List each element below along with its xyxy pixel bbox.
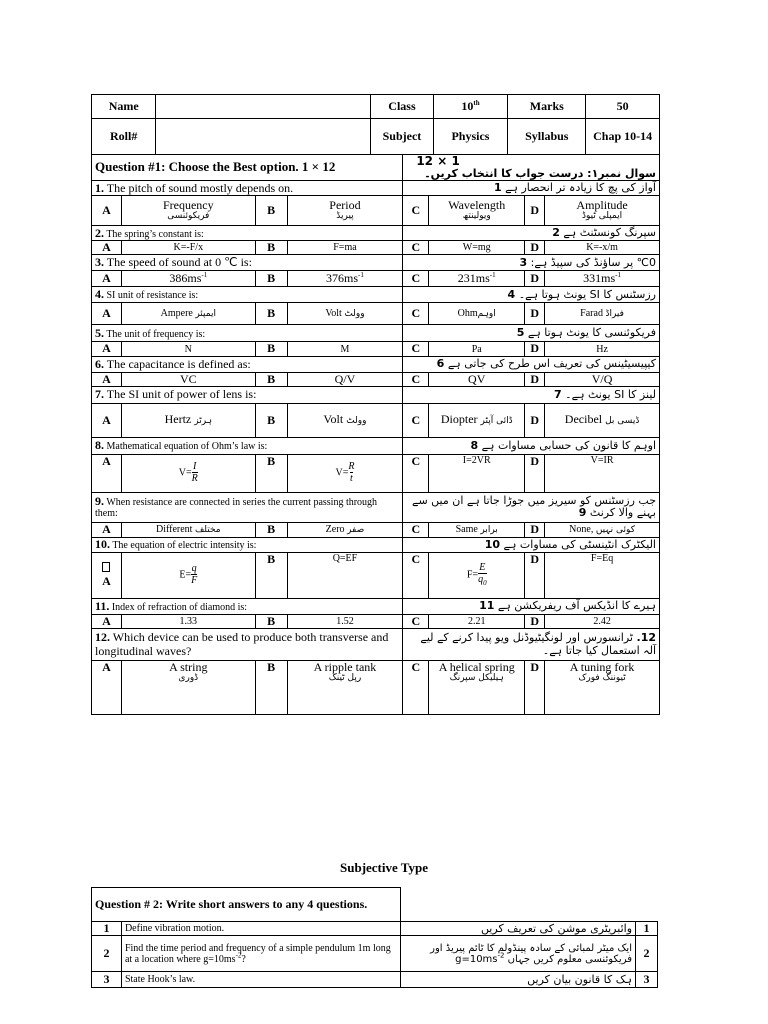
option-b[interactable]: Zero صفر [287,522,403,537]
option-b[interactable]: A ripple tank رپل ٹینک [287,661,403,715]
sq-urdu-1: وائبریٹری موشن کی تعریف کریں [401,922,636,936]
sq-num-3: 3 [92,972,122,988]
sq-num-urdu-2: 2 [636,936,658,972]
option-letter-b: B [255,661,287,715]
option-letter-b: B [255,372,287,386]
option-d[interactable]: None, کوئی نہیں [545,522,660,537]
option-letter-c: C [403,661,429,715]
mcq-urdu-8: اوہم کا قانون کی حسابی مساوات ہے 8 [403,437,660,454]
option-a[interactable]: Ampere ایمپئر [121,303,255,325]
mcq-urdu-1: آواز کی پچ کا زیادہ تر انحصار ہے 1 [403,181,660,196]
option-letter-c: C [403,403,429,437]
q1-title: Question #1: Choose the Best option. 1 × 12 [92,155,403,181]
option-letter-c: C [403,303,429,325]
mcq-urdu-2: سپرنگ کونسٹنٹ ہے 2 [403,226,660,241]
option-letter-a: A [92,342,122,356]
option-letter-d: D [525,522,545,537]
option-letter-d: D [525,342,545,356]
option-c[interactable]: Diopter ڈائی آپٹر [429,403,525,437]
option-b[interactable]: Q/V [287,372,403,386]
mcq-question-5: 5. The unit of frequency is: [92,325,403,342]
mcq-question-12: 12. Which device can be used to produce both transverse and longitudinal waves? [92,629,403,661]
sq-num-2: 2 [92,936,122,972]
option-d[interactable]: Farad فیراڈ [545,303,660,325]
q2-title-blank [401,888,658,922]
option-d[interactable]: $331ms^{-1}$ [545,271,660,287]
option-letter-d: D [525,552,545,598]
mcq-urdu-7: لینز کا SI یونٹ ہے۔ 7 [403,386,660,403]
option-c[interactable]: Pa [429,342,525,356]
q1-urdu-title: 12 × 1 سوال نمبر۱: درست جواب کا انتخاب کریں۔ [403,155,660,181]
option-d[interactable]: V=IR [545,454,660,492]
mcq-urdu-3: 0℃ پر ساؤنڈ کی سپیڈ ہے: 3 [403,255,660,271]
roll-field[interactable] [156,119,371,155]
option-a[interactable]: Hertz ہرٹز [121,403,255,437]
mcq-urdu-9: جب رزسٹنس کو سیریز میں جوڑا جاتا ہے ان میں سے بہنے والا کرنٹ 9 [403,492,660,522]
option-a[interactable]: Frequency فریکوئنسی [121,196,255,226]
mcq-question-2: 2. The spring’s constant is: [92,226,403,241]
option-letter-a: A [92,372,122,386]
name-field[interactable] [156,95,371,119]
option-letter-c: C [403,271,429,287]
option-c[interactable]: Same برابر [429,522,525,537]
option-b[interactable]: V= $\frac{R}{t}$ [287,454,403,492]
option-b[interactable]: Volt وولٹ [287,303,403,325]
option-letter-a: A [92,271,122,287]
option-d[interactable]: K=-x/m [545,241,660,255]
option-letter-b: B [255,454,287,492]
q2-title: Question # 2: Write short answers to any 4 questions. [92,888,401,922]
option-letter-d: D [525,614,545,628]
mcq-question-1: 1. The pitch of sound mostly depends on. [92,181,403,196]
mcq-question-11: 11. Index of refraction of diamond is: [92,598,403,614]
option-letter-c: C [403,241,429,255]
marks-value: 50 [586,95,660,119]
option-c[interactable]: I=2VR [429,454,525,492]
mcq-table [91,154,660,715]
option-d[interactable]: A tuning fork ٹیوننگ فورک [545,661,660,715]
header-table [91,94,660,155]
option-d[interactable]: F=Eq [545,552,660,598]
class-value: 10th [433,95,508,119]
option-b[interactable]: M [287,342,403,356]
option-letter-a: A [92,403,122,437]
option-b[interactable]: Period پیریڈ [287,196,403,226]
option-a[interactable]: $386ms^{-1}$ [121,271,255,287]
mcq-question-8: 8. Mathematical equation of Ohm’s law is: [92,437,403,454]
mcq-urdu-12: 12. ٹرانسورس اور لونگیٹیوڈنل ویو پیدا کرنے کے لیے آلہ استعمال کیا جاتا ہے۔ [403,629,660,661]
sq-text-3: State Hook’s law. [121,972,400,988]
option-letter-d: D [525,372,545,386]
option-letter-c: C [403,522,429,537]
mcq-question-9: 9. When resistance are connected in series the current passing through them: [92,492,403,522]
option-letter-c: C [403,372,429,386]
sq-num-1: 1 [92,922,122,936]
option-a[interactable]: N [121,342,255,356]
name-label: Name [92,95,156,119]
option-letter-d: D [525,271,545,287]
option-letter-a: A [92,552,122,598]
class-label: Class [371,95,433,119]
option-a[interactable]: Different مختلف [121,522,255,537]
option-letter-c: C [403,614,429,628]
option-letter-b: B [255,271,287,287]
option-letter-a: A [92,241,122,255]
mcq-question-4: 4. SI unit of resistance is: [92,287,403,303]
option-d[interactable]: Decibel ڈیسی بل [545,403,660,437]
option-letter-d: D [525,303,545,325]
option-letter-d: D [525,661,545,715]
option-d[interactable]: V/Q [545,372,660,386]
option-letter-b: B [255,522,287,537]
option-a[interactable]: A string ڈوری [121,661,255,715]
option-letter-b: B [255,241,287,255]
sq-num-urdu-1: 1 [636,922,658,936]
roll-label: Roll# [92,119,156,155]
subjective-heading: Subjective Type [340,860,428,875]
mcq-question-6: 6. The capacitance is defined as: [92,356,403,372]
mcq-question-7: 7. The SI unit of power of lens is: [92,386,403,403]
option-letter-a: A [92,522,122,537]
option-b[interactable]: Q=EF [287,552,403,598]
option-letter-d: D [525,196,545,226]
option-b[interactable]: Volt وولٹ [287,403,403,437]
mcq-question-3: 3. The speed of sound at 0 ℃ is: [92,255,403,271]
sq-text-2: Find the time period and frequency of a simple pendulum 1m long at a location where $g=10ms^{-2}$? [121,936,400,972]
option-c[interactable]: $231ms^{-1}$ [429,271,525,287]
mcq-urdu-5: فریکوئنسی کا یونٹ ہوتا ہے 5 [403,325,660,342]
option-a[interactable]: V= $\frac{I}{R}$ [121,454,255,492]
subject-label: Subject [371,119,433,155]
option-c[interactable]: Ohmاوہم [429,303,525,325]
option-c[interactable]: Wavelength ویولینتھ [429,196,525,226]
mcq-question-10: 10. The equation of electric intensity is: [92,537,403,552]
option-a[interactable]: K=-F/x [121,241,255,255]
option-letter-c: C [403,342,429,356]
option-letter-a: A [92,196,122,226]
option-letter-c: C [403,454,429,492]
option-letter-b: B [255,614,287,628]
option-letter-b: B [255,196,287,226]
mcq-urdu-11: ہیرے کا انڈیکس آف ریفریکشن ہے 11 [403,598,660,614]
option-letter-b: B [255,552,287,598]
option-letter-b: B [255,342,287,356]
option-letter-a: A [92,454,122,492]
option-d[interactable]: 2.42 [545,614,660,628]
syllabus-label: Syllabus [508,119,586,155]
marks-label: Marks [508,95,586,119]
option-letter-a: A [92,614,122,628]
mcq-urdu-10: الیکٹرک انٹینسٹی کی مساوات ہے 10 [403,537,660,552]
syllabus-value: Chap 10-14 [586,119,660,155]
option-c[interactable]: W=mg [429,241,525,255]
option-c[interactable]: A helical spring ہیلیکل سپرنگ [429,661,525,715]
option-d[interactable]: Amplitude ایمپلی ٹیوڈ [545,196,660,226]
option-letter-c: C [403,552,429,598]
sq-text-1: Define vibration motion. [121,922,400,936]
option-d[interactable]: Hz [545,342,660,356]
sq-urdu-3: ہک کا قانون بیان کریں [401,972,636,988]
option-c[interactable]: 2.21 [429,614,525,628]
option-letter-c: C [403,196,429,226]
option-letter-d: D [525,403,545,437]
option-letter-d: D [525,454,545,492]
sq-num-urdu-3: 3 [636,972,658,988]
option-letter-a: A [92,303,122,325]
option-letter-d: D [525,241,545,255]
mcq-urdu-6: کیپیسیٹینس کی تعریف اس طرح کی جاتی ہے 6 [403,356,660,372]
mcq-urdu-4: رزسٹنس کا SI یونٹ ہوتا ہے۔ 4 [403,287,660,303]
sq-urdu-2: ایک میٹر لمبائی کے سادہ پینڈولم کا ٹائم پیریڈ اور فریکوئنسی معلوم کریں جہاں $g=10ms^{-2}$ [401,936,636,972]
option-a[interactable]: 1.33 [121,614,255,628]
option-a[interactable]: VC [121,372,255,386]
option-b[interactable]: 1.52 [287,614,403,628]
option-b[interactable]: $376ms^{-1}$ [287,271,403,287]
subject-value: Physics [433,119,508,155]
option-c[interactable]: F= $\frac{E}{q_0}$ [429,552,525,598]
option-c[interactable]: QV [429,372,525,386]
option-a[interactable]: E= $\frac{q}{F}$ [121,552,255,598]
subjective-table [91,887,658,988]
option-letter-b: B [255,403,287,437]
option-letter-b: B [255,303,287,325]
option-b[interactable]: F=ma [287,241,403,255]
option-letter-a: A [92,661,122,715]
